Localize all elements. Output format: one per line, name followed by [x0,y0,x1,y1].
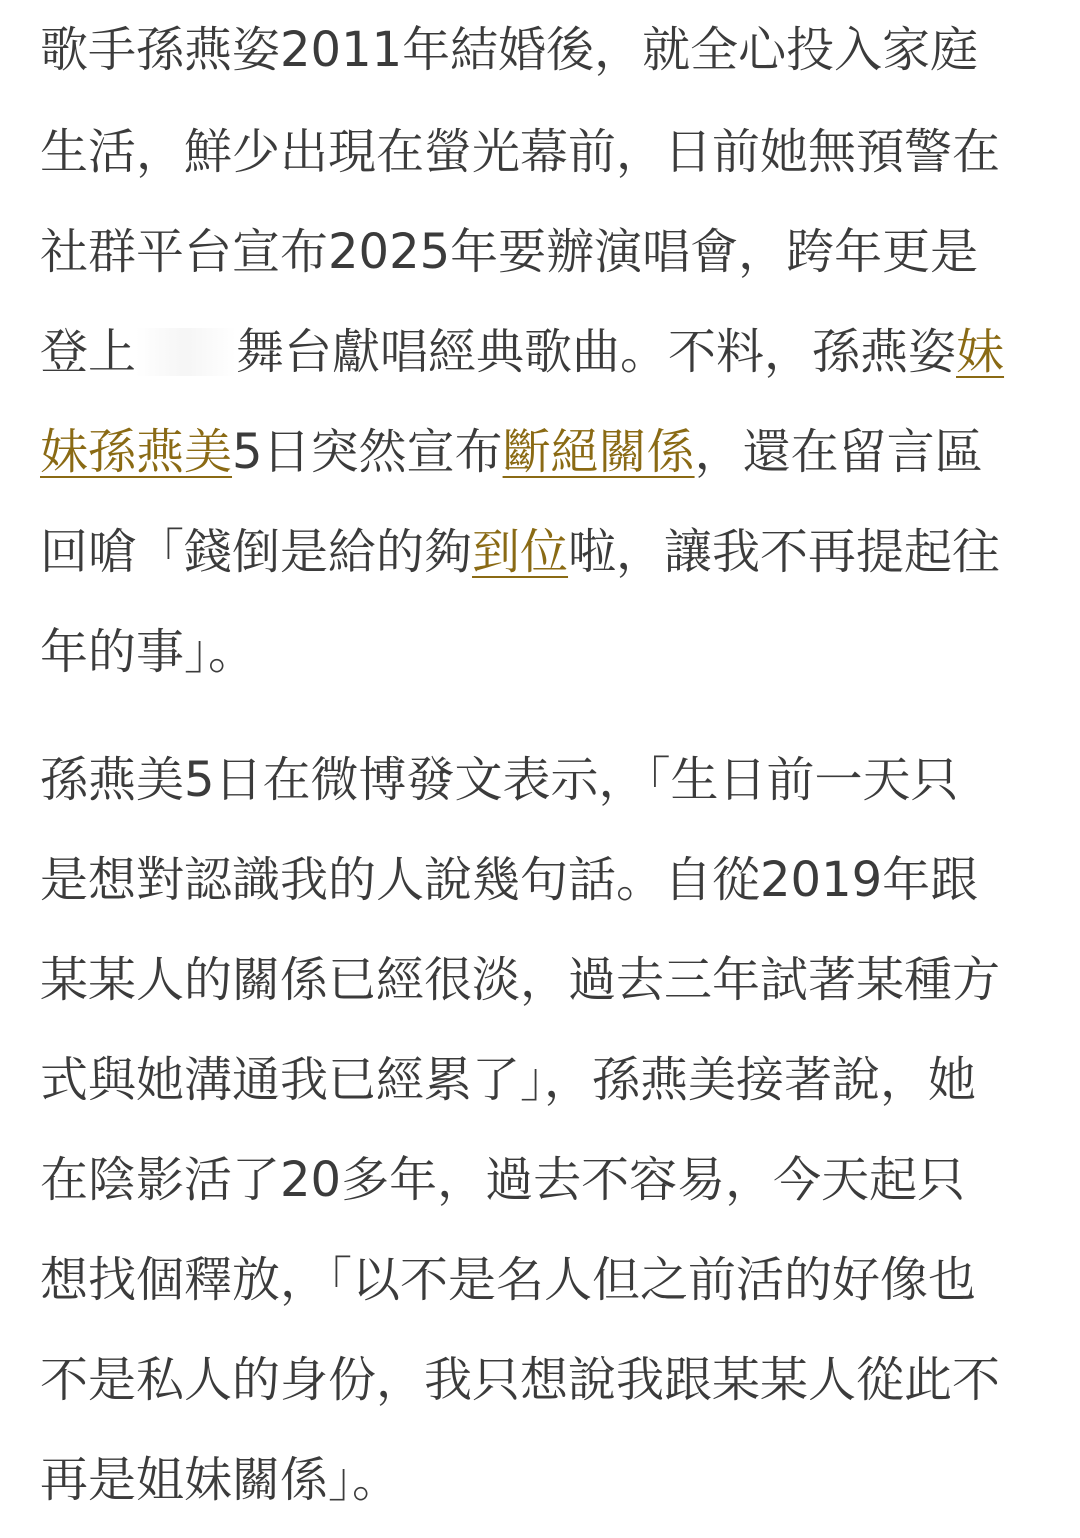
paragraph-1-line-1: 歌手孫燕姿2011年結婚後，就全心投入家庭 [40,22,979,78]
paragraph-2-line-4: 式與她溝通我已經累了」，孫燕美接著說，她 [40,1052,977,1108]
paragraph-1-line-4 [40,322,1004,382]
text-segment: ，還在留言區 [694,424,983,480]
link-sister-name[interactable]: 妹孫燕美 [40,424,233,480]
paragraph-2-line-5: 在陰影活了20多年，過去不容易，今天起只 [40,1152,966,1208]
text-segment: 登上 [40,324,137,380]
text-segment: 5日突然宣布 [232,424,503,480]
paragraph-1-line-5 [40,422,983,482]
paragraph-2-line-3: 某某人的關係已經很淡，過去三年試著某種方 [40,952,1001,1008]
paragraph-1-line-7: 年的事」。 [40,624,257,680]
paragraph-1-line-3: 社群平台宣布2025年要辦演唱會，跨年更是 [40,224,979,280]
text-segment: 回嗆「錢倒是給的夠 [40,524,473,580]
paragraph-2-line-7: 不是私人的身份，我只想說我跟某某人從此不 [40,1352,1001,1408]
link-sister-start[interactable]: 妹 [956,324,1005,380]
paragraph-2-line-6: 想找個釋放，「以不是名人但之前活的好像也 [40,1252,977,1308]
text-segment: 啦，讓我不再提起往 [568,524,1001,580]
paragraph-2-line-8: 再是姐妹關係」。 [40,1452,401,1508]
link-in-place[interactable]: 到位 [472,524,569,580]
paragraph-1-line-6 [40,522,1000,582]
link-cut-ties[interactable]: 斷絕關係 [502,424,695,480]
paragraph-2-line-2: 是想對認識我的人說幾句話。自從2019年跟 [40,852,979,908]
text-segment: 舞台獻唱經典歌曲。不料，孫燕姿 [236,324,957,380]
blurred-region [136,328,236,376]
paragraph-2-line-1: 孫燕美5日在微博發文表示，「生日前一天只 [40,752,959,808]
paragraph-1-line-2: 生活，鮮少出現在螢光幕前，日前她無預警在 [40,124,1001,180]
